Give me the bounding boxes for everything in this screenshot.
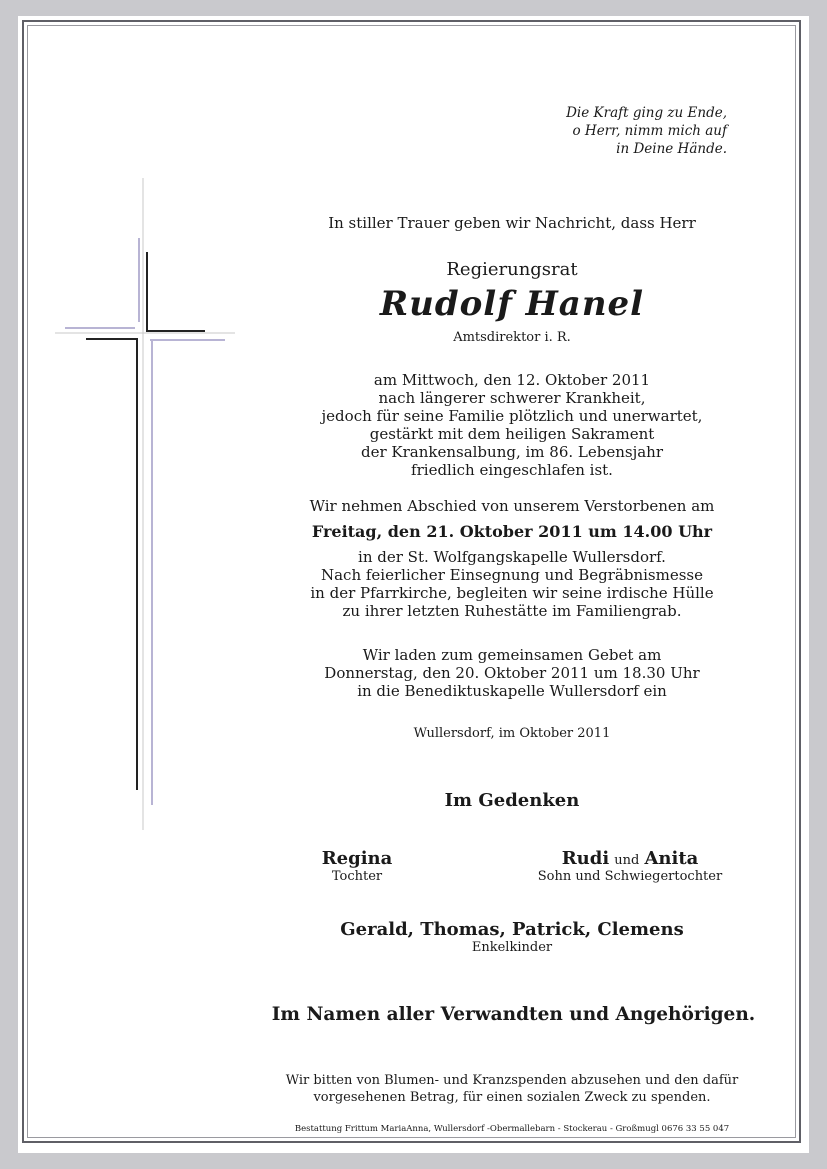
motto-line: in Deine Hände. xyxy=(616,141,727,157)
notice-line: nach längerer schwerer Krankheit, xyxy=(378,389,646,407)
notice-line: der Krankensalbung, im 86. Lebensjahr xyxy=(360,443,664,461)
prayer-line: Donnerstag, den 20. Oktober 2011 um 18.30 Uhr xyxy=(324,664,700,682)
deceased-position: Amtsdirektor i. R. xyxy=(453,330,571,345)
farewell-intro: Wir nehmen Abschied von unserem Verstorbenen am xyxy=(309,497,715,515)
funeral-line: Nach feierlicher Einsegnung und Begräbnismesse xyxy=(320,566,704,584)
funeral-line: in der St. Wolfgangskapelle Wullersdorf. xyxy=(358,548,666,566)
mourner-relation: Sohn und Schwiegertochter xyxy=(537,869,723,884)
funeral-home-footer: Bestattung Frittum MariaAnna, Wullersdorf -Obermallebarn - Stockerau - Großmugl 0676 33 55 047 xyxy=(294,1124,730,1134)
funeral-details xyxy=(262,548,762,620)
donation-request xyxy=(212,1072,812,1106)
motto-line: o Herr, nimm mich auf xyxy=(572,123,727,139)
notice-line: am Mittwoch, den 12. Oktober 2011 xyxy=(373,371,651,389)
mourner-connector: und xyxy=(614,853,640,868)
notice-line: jedoch für seine Familie plötzlich und unerwartet, xyxy=(321,407,703,425)
request-line: Wir bitten von Blumen- und Kranzspenden abzusehen und den dafür xyxy=(285,1073,739,1088)
mourner-name: Regina xyxy=(321,848,393,869)
notice-line: friedlich eingeschlafen ist. xyxy=(411,461,613,479)
grandchildren xyxy=(262,919,762,955)
funeral-date-time: Freitag, den 21. Oktober 2011 um 14.00 Uhr xyxy=(311,522,713,541)
mourner-left xyxy=(257,848,457,884)
relatives-line: Im Namen aller Verwandten und Angehörigen. xyxy=(271,1004,756,1025)
funeral-line: in der Pfarrkirche, begleiten wir seine irdische Hülle xyxy=(310,584,714,602)
grandchildren-names: Gerald, Thomas, Patrick, Clemens xyxy=(340,919,684,940)
motto-line: Die Kraft ging zu Ende, xyxy=(566,105,727,121)
request-line: vorgesehenen Betrag, für einen sozialen Zweck zu spenden. xyxy=(313,1090,711,1105)
death-notice xyxy=(262,371,762,479)
mourner-name: Rudi xyxy=(561,848,610,869)
place-date: Wullersdorf, im Oktober 2011 xyxy=(413,726,611,741)
motto-verse xyxy=(566,104,727,158)
announcement-text: In stiller Trauer geben wir Nachricht, dass Herr xyxy=(328,214,696,232)
mourner-right xyxy=(500,848,760,884)
deceased-name: Rudolf Hanel xyxy=(379,284,645,324)
memorial-heading: Im Gedenken xyxy=(444,790,580,811)
prayer-line: Wir laden zum gemeinsamen Gebet am xyxy=(362,646,662,664)
prayer-line: in die Benediktuskapelle Wullersdorf ein xyxy=(357,682,667,700)
funeral-line: zu ihrer letzten Ruhestätte im Familiengrab. xyxy=(342,602,682,620)
deceased-title: Regierungsrat xyxy=(446,259,578,280)
mourner-name: Anita xyxy=(644,848,699,869)
prayer-invitation xyxy=(262,646,762,700)
grandchildren-relation: Enkelkinder xyxy=(471,940,553,955)
notice-line: gestärkt mit dem heiligen Sakrament xyxy=(369,425,655,443)
mourner-relation: Tochter xyxy=(331,869,383,884)
